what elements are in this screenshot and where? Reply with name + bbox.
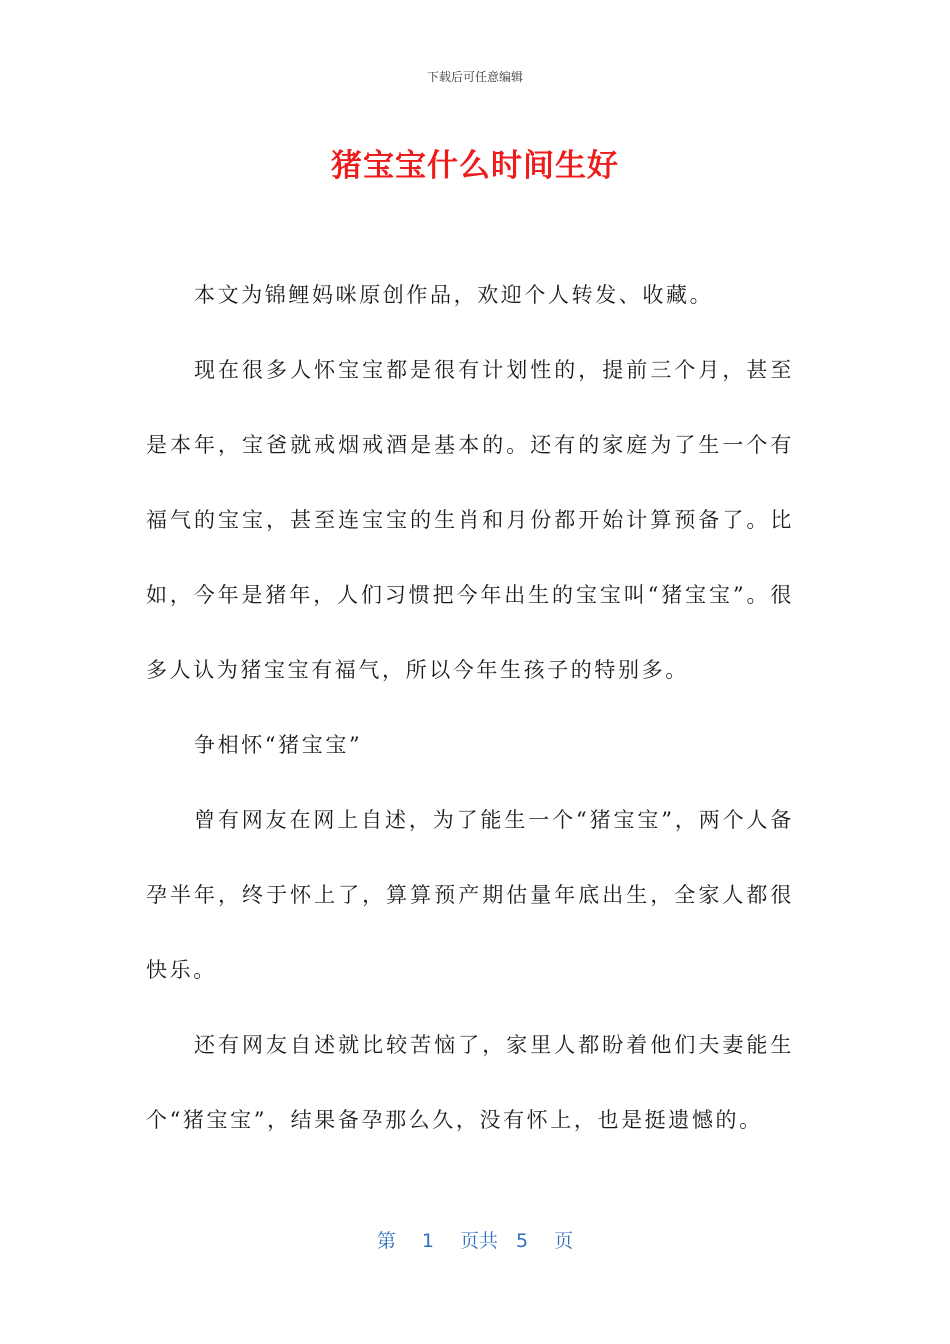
header-note: 下载后可任意编辑 xyxy=(426,70,523,84)
footer-prefix: 第 xyxy=(376,1230,396,1252)
page-footer xyxy=(0,1226,950,1253)
paragraph-planning: 现在很多人怀宝宝都是很有计划性的，提前三个月，甚至是本年，宝爸就戒烟戒酒是基本的。还有的家庭为了生一个有福气的宝宝，甚至连宝宝的生肖和月份都开始计算预备了。比如，今年是猪年，人们习惯把今年出生的宝宝叫“猪宝宝”。很多人认为猪宝宝有福气，所以今年生孩子的特别多。 xyxy=(146,358,794,682)
section-heading: 争相怀“猪宝宝” xyxy=(194,733,363,757)
document-title: 猪宝宝什么时间生好 xyxy=(331,148,619,184)
document-body xyxy=(146,258,794,1158)
paragraph-intro: 本文为锦鲤妈咪原创作品，欢迎个人转发、收藏。 xyxy=(194,283,714,307)
footer-total-pages: 5 xyxy=(516,1230,529,1252)
footer-suffix: 页 xyxy=(554,1230,574,1252)
paragraph-netizen-2: 还有网友自述就比较苦恼了，家里人都盼着他们夫妻能生个“猪宝宝”，结果备孕那么久，没有怀上，也是挺遗憾的。 xyxy=(146,1033,794,1132)
footer-current-page: 1 xyxy=(421,1230,434,1252)
footer-middle: 页共 xyxy=(459,1230,498,1252)
paragraph-netizen-1: 曾有网友在网上自述，为了能生一个“猪宝宝”，两个人备孕半年，终于怀上了，算算预产期估量年底出生，全家人都很快乐。 xyxy=(146,808,794,982)
